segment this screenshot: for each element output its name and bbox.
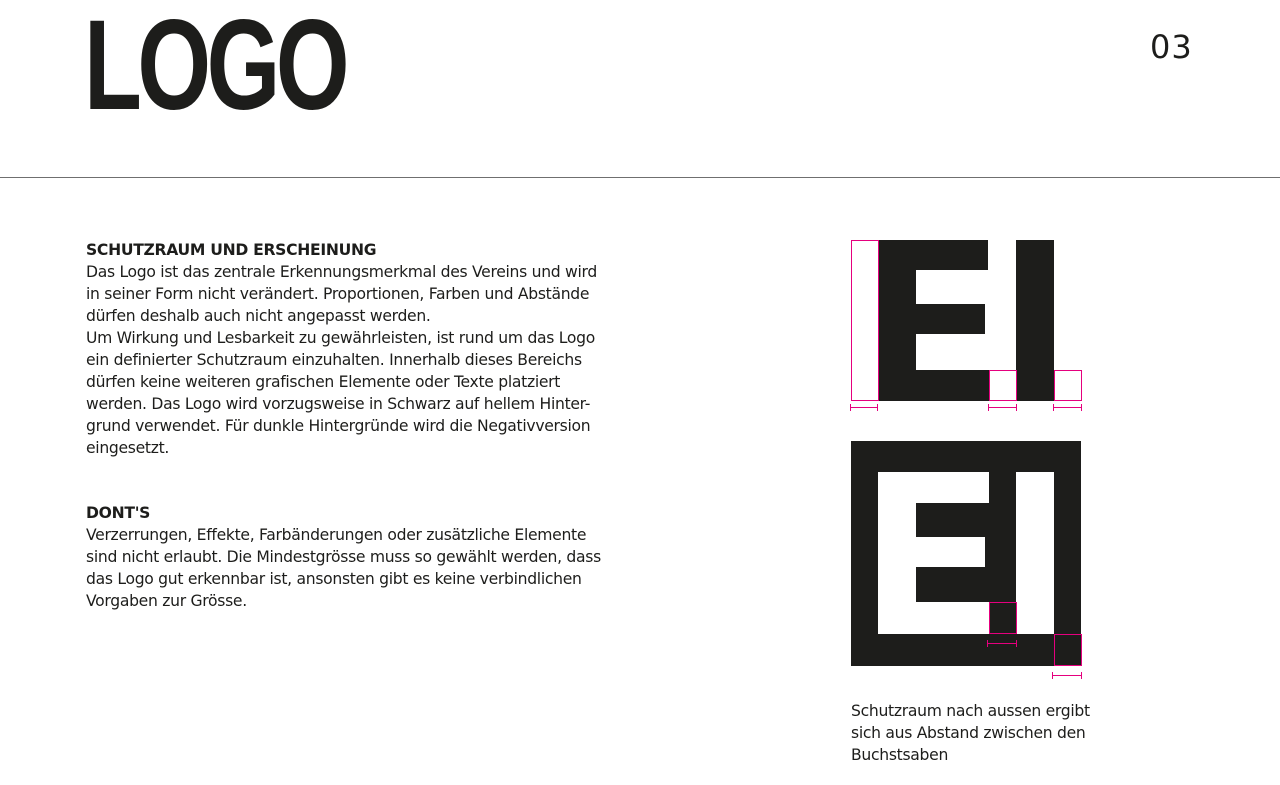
guide-box-gap — [990, 371, 1017, 401]
section-heading: DONT'S — [86, 504, 151, 522]
body-line: werden. Das Logo wird vorzugsweise in Schwarz auf hellem Hinter- — [86, 395, 591, 413]
body-line: ein definierter Schutzraum einzuhalten. Innerhalb dieses Bereichs — [86, 351, 582, 369]
guide-measure — [988, 404, 1017, 411]
logo-letter-e — [878, 240, 989, 401]
body-line: eingesetzt. — [86, 439, 170, 457]
body-line: Verzerrungen, Effekte, Farbänderungen oder zusätzliche Elemente — [86, 526, 587, 544]
body-line: Um Wirkung und Lesbarkeit zu gewährleisten, ist rund um das Logo — [86, 329, 595, 347]
logo-letter-e-negative — [878, 472, 989, 634]
page-number: 03 — [1150, 28, 1193, 66]
caption-line: sich aus Abstand zwischen den — [851, 724, 1086, 742]
body-line: grund verwendet. Für dunkle Hintergründe wird die Negativversion — [86, 417, 591, 435]
section-schutzraum — [86, 239, 646, 459]
figure-caption — [851, 700, 1131, 766]
guide-measure — [850, 404, 878, 411]
logo-letter-i-negative — [1016, 472, 1054, 634]
guide-box-left — [852, 241, 879, 401]
guide-measure — [1052, 672, 1082, 679]
body-line: dürfen keine weiteren grafischen Elemente oder Texte platziert — [86, 373, 561, 391]
section-heading: SCHUTZRAUM UND ERSCHEINUNG — [86, 241, 377, 259]
logo-negative-diagram — [845, 436, 1090, 684]
body-line: dürfen deshalb auch nicht angepasst werden. — [86, 307, 431, 325]
guide-measure — [1053, 404, 1082, 411]
logo-letter-i — [1016, 240, 1054, 401]
logo-positive — [878, 240, 1054, 401]
section-donts — [86, 502, 646, 612]
caption-line: Schutzraum nach aussen ergibt — [851, 702, 1090, 720]
page-title: LOGO — [84, 0, 346, 137]
header-divider — [0, 177, 1280, 178]
body-line: sind nicht erlaubt. Die Mindestgrösse muss so gewählt werden, dass — [86, 548, 601, 566]
body-line: in seiner Form nicht verändert. Proportionen, Farben und Abstände — [86, 285, 590, 303]
logo-positive-diagram — [845, 236, 1090, 414]
body-line: das Logo gut erkennbar ist, ansonsten gibt es keine verbindlichen — [86, 570, 582, 588]
body-line: Vorgaben zur Grösse. — [86, 592, 247, 610]
body-line: Das Logo ist das zentrale Erkennungsmerkmal des Vereins und wird — [86, 263, 597, 281]
logo-negative — [851, 441, 1081, 666]
caption-line: Buchstsaben — [851, 746, 949, 764]
guide-box-right — [1055, 371, 1082, 401]
